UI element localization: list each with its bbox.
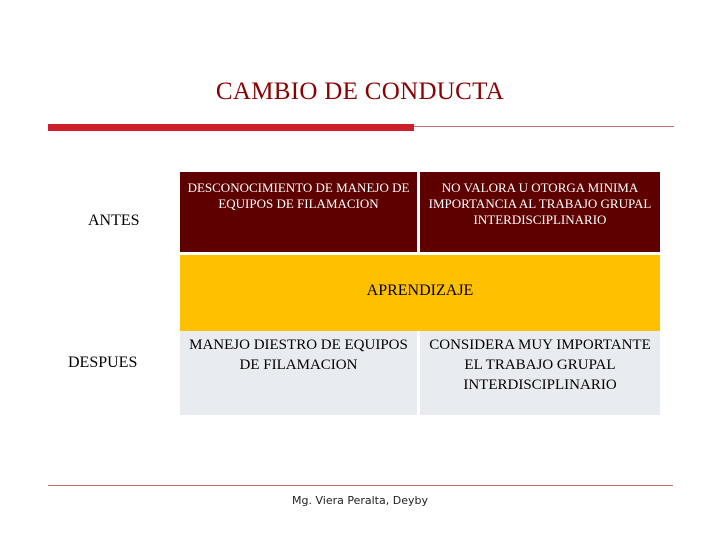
row-label-antes: ANTES bbox=[88, 212, 140, 229]
cell-despues-left-text: MANEJO DIESTRO DE EQUIPOS DE FILAMACION bbox=[189, 337, 408, 373]
cell-aprendizaje bbox=[180, 255, 660, 331]
cell-despues-right bbox=[420, 331, 660, 415]
cell-antes-right bbox=[420, 172, 660, 252]
cell-antes-left bbox=[180, 172, 417, 252]
cell-despues-left bbox=[180, 331, 417, 415]
cell-despues-right-text: CONSIDERA MUY IMPORTANTE EL TRABAJO GRUPAL INTERDISCIPLINARIO bbox=[429, 337, 651, 393]
footer-divider-line bbox=[48, 485, 673, 486]
title-divider-line bbox=[414, 126, 674, 127]
cell-antes-right-text: NO VALORA U OTORGA MINIMA IMPORTANCIA AL TRABAJO GRUPAL INTERDISCIPLINARIO bbox=[428, 180, 652, 227]
row-label-despues: DESPUES bbox=[68, 354, 138, 371]
cell-antes-left-text: DESCONOCIMIENTO DE MANEJO DE EQUIPOS DE FILAMACION bbox=[187, 180, 410, 211]
cell-aprendizaje-text: APRENDIZAJE bbox=[366, 282, 474, 299]
title-accent-bar bbox=[48, 124, 414, 131]
slide-title: CAMBIO DE CONDUCTA bbox=[215, 78, 505, 105]
footer-author: Mg. Viera Peralta, Deyby bbox=[292, 494, 428, 507]
